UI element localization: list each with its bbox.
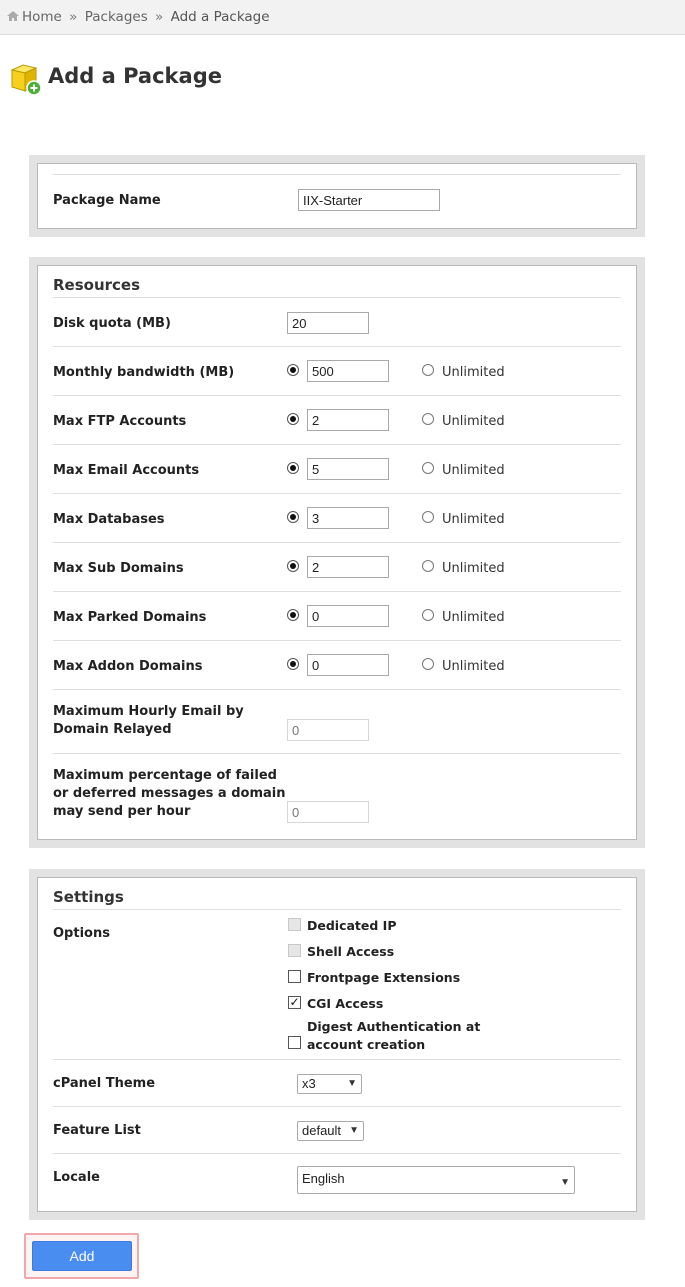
package-add-icon	[9, 62, 43, 96]
databases-input[interactable]	[307, 507, 389, 529]
limit-label: Monthly bandwidth (MB)	[53, 365, 235, 380]
failed-percentage-label: Maximum percentage of failed or deferred messages a domain may send per hour	[53, 768, 286, 819]
unlimited-radio[interactable]	[422, 364, 434, 376]
email-accounts-input[interactable]	[307, 458, 389, 480]
failed-percentage-input[interactable]	[287, 801, 369, 823]
breadcrumb-separator: »	[69, 9, 78, 25]
cpanel-theme-value: x3	[302, 1076, 316, 1091]
sub-domains-input[interactable]	[307, 556, 389, 578]
settings-title: Settings	[53, 888, 124, 906]
chevron-down-icon: ▼	[349, 1125, 359, 1136]
limit-label: Max Email Accounts	[53, 463, 200, 478]
add-button-highlight	[24, 1233, 139, 1279]
dedicated-ip-label: Dedicated IP	[307, 918, 397, 933]
limit-value-radio[interactable]	[287, 560, 299, 572]
limit-label: Max FTP Accounts	[53, 414, 187, 429]
resources-title: Resources	[53, 276, 141, 294]
limit-value-radio[interactable]	[287, 462, 299, 474]
limit-value-radio[interactable]	[287, 609, 299, 621]
unlimited-label: Unlimited	[442, 512, 505, 527]
limit-value-radio[interactable]	[287, 364, 299, 376]
breadcrumb-home-link[interactable]: Home	[22, 9, 62, 25]
ftp-accounts-input[interactable]	[307, 409, 389, 431]
breadcrumb-packages-link[interactable]: Packages	[84, 9, 148, 25]
limit-label: Max Sub Domains	[53, 561, 184, 576]
package-name-input[interactable]	[298, 189, 440, 211]
cpanel-theme-select[interactable]	[297, 1074, 362, 1094]
cgi-access-label: CGI Access	[307, 996, 384, 1011]
limit-label: Max Databases	[53, 512, 165, 527]
disk-quota-input[interactable]	[287, 312, 369, 334]
hourly-email-label: Maximum Hourly Email by Domain Relayed	[53, 704, 244, 737]
bandwidth-input[interactable]	[307, 360, 389, 382]
package-name-panel	[29, 155, 645, 237]
digest-auth-checkbox[interactable]	[288, 1036, 301, 1049]
unlimited-label: Unlimited	[442, 659, 505, 674]
shell-access-label: Shell Access	[307, 944, 395, 959]
cgi-access-checkbox[interactable]: ✓	[289, 995, 300, 1009]
frontpage-extensions-label: Frontpage Extensions	[307, 970, 461, 985]
unlimited-label: Unlimited	[442, 414, 505, 429]
locale-select[interactable]	[297, 1166, 575, 1194]
resources-panel	[29, 257, 645, 848]
settings-panel	[29, 869, 645, 1220]
breadcrumb-current: Add a Package	[170, 9, 270, 25]
limit-value-radio[interactable]	[287, 658, 299, 670]
unlimited-radio[interactable]	[422, 511, 434, 523]
feature-list-value: default	[302, 1123, 342, 1138]
locale-value: English	[302, 1171, 345, 1186]
parked-domains-input[interactable]	[307, 605, 389, 627]
disk-quota-label: Disk quota (MB)	[53, 316, 171, 331]
unlimited-label: Unlimited	[442, 365, 505, 380]
hourly-email-input[interactable]	[287, 719, 369, 741]
cpanel-theme-label: cPanel Theme	[53, 1076, 156, 1091]
dedicated-ip-checkbox[interactable]	[288, 918, 301, 931]
add-button[interactable]: Add	[32, 1241, 132, 1271]
breadcrumb-separator: »	[155, 9, 164, 25]
feature-list-select[interactable]	[297, 1121, 364, 1141]
limit-value-radio[interactable]	[287, 413, 299, 425]
unlimited-radio[interactable]	[422, 462, 434, 474]
unlimited-radio[interactable]	[422, 413, 434, 425]
shell-access-checkbox[interactable]	[288, 944, 301, 957]
breadcrumb	[0, 0, 685, 35]
unlimited-radio[interactable]	[422, 609, 434, 621]
limit-label: Max Addon Domains	[53, 659, 203, 674]
unlimited-label: Unlimited	[442, 610, 505, 625]
resources-section	[37, 265, 637, 840]
chevron-down-icon: ▼	[347, 1078, 357, 1089]
unlimited-radio[interactable]	[422, 560, 434, 572]
limit-value-radio[interactable]	[287, 511, 299, 523]
chevron-down-icon: ▼	[560, 1177, 570, 1188]
unlimited-radio[interactable]	[422, 658, 434, 670]
digest-auth-label: Digest Authentication at account creation	[307, 1019, 481, 1052]
frontpage-extensions-checkbox[interactable]	[288, 970, 301, 983]
package-name-section	[37, 163, 637, 229]
page-title: Add a Package	[48, 64, 222, 88]
feature-list-label: Feature List	[53, 1123, 141, 1138]
settings-section	[37, 877, 637, 1212]
limit-label: Max Parked Domains	[53, 610, 207, 625]
locale-label: Locale	[53, 1170, 100, 1185]
home-icon	[6, 10, 20, 22]
package-name-label: Package Name	[53, 193, 161, 208]
unlimited-label: Unlimited	[442, 463, 505, 478]
addon-domains-input[interactable]	[307, 654, 389, 676]
options-label: Options	[53, 926, 110, 941]
unlimited-label: Unlimited	[442, 561, 505, 576]
